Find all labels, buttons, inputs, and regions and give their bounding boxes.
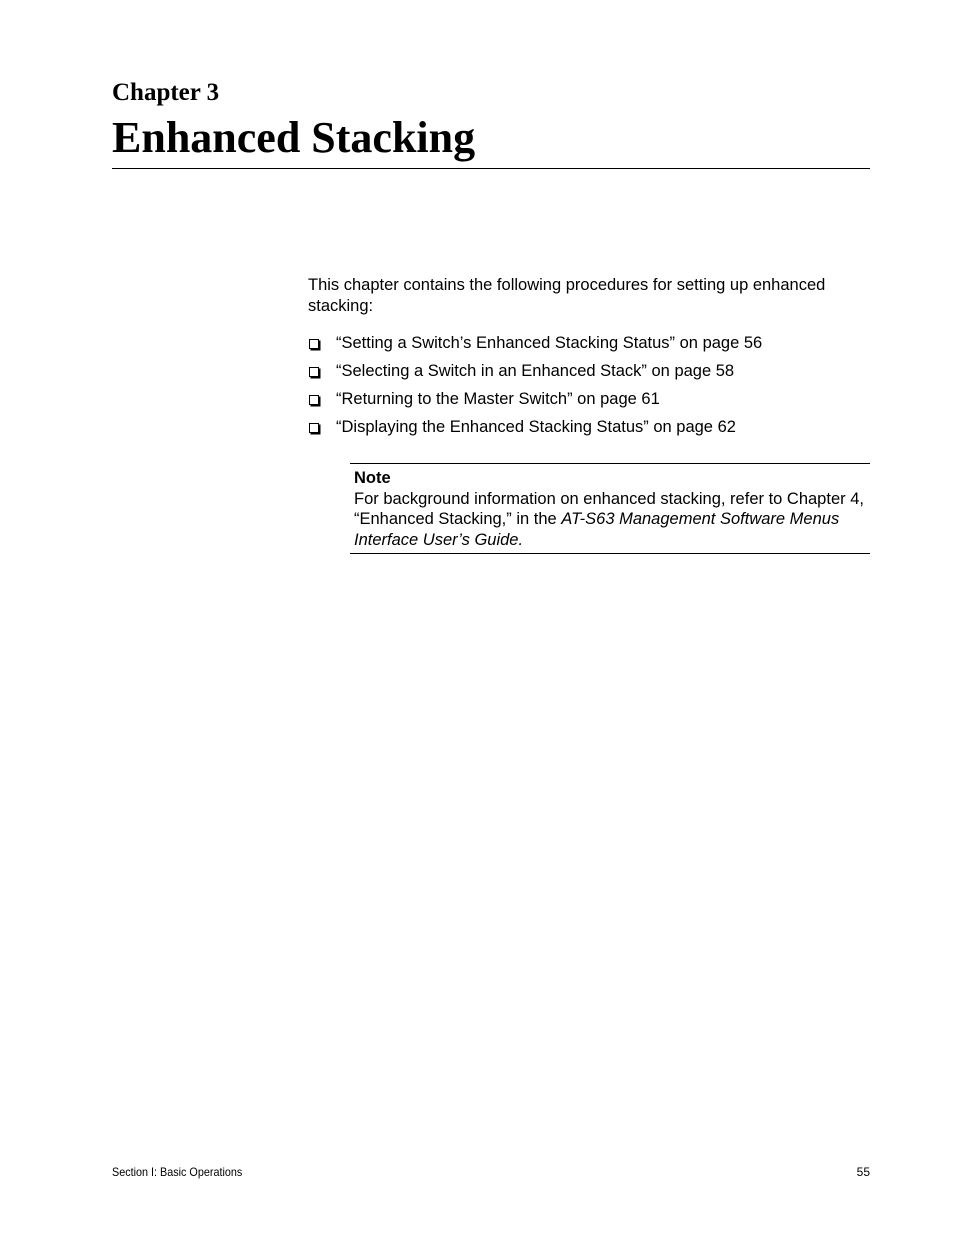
note-guide-title: AT-S63 Management Software Menus Interface User’s Guide.	[354, 510, 840, 549]
list-item-text: “Setting a Switch’s Enhanced Stacking Status” on page 56	[336, 334, 763, 352]
checkbox-bullet-icon	[309, 367, 319, 377]
procedure-list	[308, 332, 868, 444]
chapter-label: Chapter 3	[112, 79, 220, 106]
checkbox-bullet-icon	[309, 339, 319, 349]
list-item-text: “Displaying the Enhanced Stacking Status” on page 62	[336, 418, 736, 436]
note-text: For background information on enhanced stacking, refer to Chapter 4, “Enhanced Stacking,” in the	[354, 489, 864, 528]
note-box	[350, 463, 870, 554]
note-heading: Note	[354, 469, 391, 487]
footer-page-number: 55	[856, 1165, 870, 1179]
list-item	[308, 388, 868, 416]
list-item	[308, 416, 868, 444]
list-item	[308, 332, 868, 360]
checkbox-bullet-icon	[309, 395, 319, 405]
checkbox-bullet-icon	[309, 423, 319, 433]
footer-section: Section I: Basic Operations	[112, 1165, 243, 1179]
list-item-text: “Selecting a Switch in an Enhanced Stack” on page 58	[336, 362, 735, 380]
title-divider	[112, 168, 870, 169]
chapter-title: Enhanced Stacking	[112, 113, 476, 162]
note-body	[354, 489, 870, 551]
intro-paragraph: This chapter contains the following procedures for setting up enhanced stacking:	[308, 276, 826, 315]
list-item-text: “Returning to the Master Switch” on page 61	[336, 390, 660, 408]
list-item	[308, 360, 868, 388]
